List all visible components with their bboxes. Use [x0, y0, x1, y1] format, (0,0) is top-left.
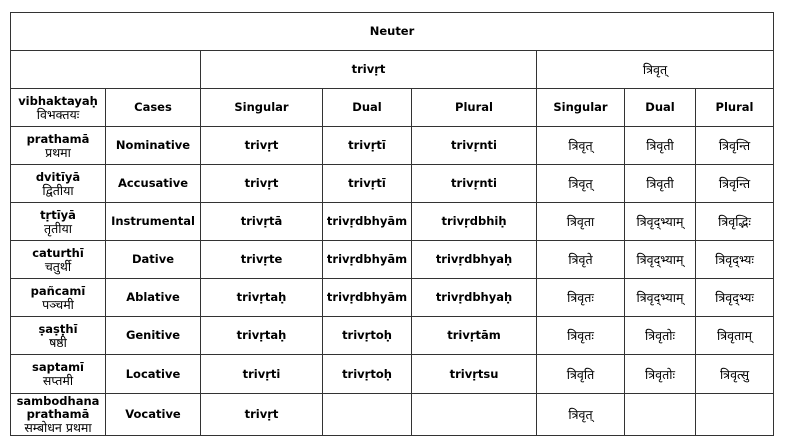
table-row	[11, 317, 774, 355]
devanagari-plural: त्रिवृताम्	[696, 317, 774, 355]
devanagari-dual: त्रिवृद्भ्याम्	[625, 203, 696, 241]
latin-singular: trivṛt	[201, 127, 323, 165]
empty-group-cell	[11, 51, 201, 89]
latin-singular: trivṛtaḥ	[201, 317, 323, 355]
devanagari-plural: त्रिवृन्ति	[696, 127, 774, 165]
vibhakti-name-devanagari: सप्तमी	[42, 373, 74, 388]
header-vibhaktayah-latin: vibhaktayaḥ	[18, 93, 98, 108]
vibhakti-name-cell	[11, 355, 106, 394]
vibhakti-name-latin: sambodhana	[16, 394, 100, 408]
devanagari-singular: त्रिवृत्	[537, 127, 625, 165]
vibhakti-name-latin: saptamī	[31, 360, 85, 374]
header-vibhaktayah	[11, 89, 106, 127]
latin-plural: trivṛtām	[412, 317, 537, 355]
group-latin: trivṛt	[201, 51, 537, 89]
devanagari-singular: त्रिवृत्	[537, 394, 625, 436]
latin-dual: trivṛdbhyām	[323, 241, 412, 279]
vibhakti-name-cell	[11, 127, 106, 165]
vibhakti-name-cell	[11, 203, 106, 241]
devanagari-plural: त्रिवृद्भ्यः	[696, 279, 774, 317]
latin-singular: trivṛti	[201, 355, 323, 394]
case-name: Vocative	[106, 394, 201, 436]
devanagari-singular: त्रिवृतः	[537, 317, 625, 355]
table-title: Neuter	[11, 13, 774, 51]
header-dual-latin: Dual	[323, 89, 412, 127]
group-row	[11, 51, 774, 89]
latin-plural: trivṛdbhyaḥ	[412, 279, 537, 317]
latin-plural: trivṛdbhiḥ	[412, 203, 537, 241]
devanagari-dual: त्रिवृती	[625, 127, 696, 165]
latin-singular: trivṛt	[201, 394, 323, 436]
latin-singular: trivṛtaḥ	[201, 279, 323, 317]
devanagari-dual: त्रिवृती	[625, 165, 696, 203]
vibhakti-name-devanagari: पञ्चमी	[42, 296, 74, 312]
case-name: Nominative	[106, 127, 201, 165]
declension-table	[10, 12, 774, 436]
devanagari-singular: त्रिवृतः	[537, 279, 625, 317]
case-name: Accusative	[106, 165, 201, 203]
vibhakti-name-cell	[11, 165, 106, 203]
vibhakti-name-devanagari: प्रथमा	[45, 144, 71, 160]
latin-singular: trivṛt	[201, 165, 323, 203]
latin-dual: trivṛtī	[323, 127, 412, 165]
devanagari-dual: त्रिवृतोः	[625, 317, 696, 355]
vibhakti-name-cell	[11, 317, 106, 355]
case-rows	[11, 127, 774, 436]
devanagari-plural: त्रिवृद्भ्यः	[696, 241, 774, 279]
devanagari-singular: त्रिवृते	[537, 241, 625, 279]
devanagari-dual: त्रिवृद्भ्याम्	[625, 241, 696, 279]
latin-dual	[323, 394, 412, 436]
header-dual-devanagari: Dual	[625, 89, 696, 127]
devanagari-singular: त्रिवृति	[537, 355, 625, 394]
vibhakti-name-latin: caturthī	[32, 245, 84, 260]
vibhakti-name-devanagari: षष्ठी	[49, 334, 67, 350]
latin-plural: trivṛtsu	[412, 355, 537, 394]
latin-dual: trivṛdbhyām	[323, 279, 412, 317]
case-name: Dative	[106, 241, 201, 279]
devanagari-singular: त्रिवृता	[537, 203, 625, 241]
case-name: Ablative	[106, 279, 201, 317]
table-row	[11, 165, 774, 203]
devanagari-dual: त्रिवृद्भ्याम्	[625, 279, 696, 317]
vibhakti-name-cell	[11, 279, 106, 317]
case-name: Instrumental	[106, 203, 201, 241]
table-row	[11, 394, 774, 436]
latin-plural	[412, 394, 537, 436]
latin-singular: trivṛtā	[201, 203, 323, 241]
vibhakti-name-cell	[11, 394, 106, 436]
latin-dual: trivṛtī	[323, 165, 412, 203]
devanagari-singular: त्रिवृत्	[537, 165, 625, 203]
vibhakti-name-devanagari: द्वितीया	[42, 182, 74, 198]
vibhakti-name-latin: pañcamī	[30, 283, 86, 298]
vibhakti-name-cell	[11, 241, 106, 279]
case-name: Locative	[106, 355, 201, 394]
header-singular-latin: Singular	[201, 89, 323, 127]
table-row	[11, 355, 774, 394]
devanagari-dual: त्रिवृतोः	[625, 355, 696, 394]
header-plural-devanagari: Plural	[696, 89, 774, 127]
devanagari-plural: त्रिवृत्सु	[696, 355, 774, 394]
group-devanagari: त्रिवृत्	[537, 51, 774, 89]
header-singular-devanagari: Singular	[537, 89, 625, 127]
latin-dual: trivṛtoḥ	[323, 355, 412, 394]
vibhakti-name-latin-2: prathamā	[26, 407, 90, 421]
table-row	[11, 127, 774, 165]
table-row	[11, 279, 774, 317]
latin-plural: trivṛnti	[412, 127, 537, 165]
devanagari-plural: त्रिवृद्भिः	[696, 203, 774, 241]
header-plural-latin: Plural	[412, 89, 537, 127]
title-row	[11, 13, 774, 51]
table-row	[11, 241, 774, 279]
devanagari-plural	[696, 394, 774, 436]
devanagari-plural: त्रिवृन्ति	[696, 165, 774, 203]
vibhakti-name-latin: dvitīyā	[35, 169, 81, 184]
vibhakti-name-latin: ṣaṣṭhī	[38, 321, 78, 336]
vibhakti-name-devanagari: चतुर्थी	[44, 258, 72, 274]
vibhakti-name-latin: tṛtīyā	[40, 207, 76, 222]
case-name: Genitive	[106, 317, 201, 355]
header-cases: Cases	[106, 89, 201, 127]
latin-dual: trivṛdbhyām	[323, 203, 412, 241]
latin-plural: trivṛdbhyaḥ	[412, 241, 537, 279]
header-row	[11, 89, 774, 127]
vibhakti-name-devanagari: सम्बोधन प्रथमा	[24, 420, 92, 435]
devanagari-dual	[625, 394, 696, 436]
latin-plural: trivṛnti	[412, 165, 537, 203]
header-vibhaktayah-devanagari: विभक्तयः	[36, 106, 80, 122]
vibhakti-name-devanagari: तृतीया	[44, 220, 72, 236]
latin-singular: trivṛte	[201, 241, 323, 279]
table-row	[11, 203, 774, 241]
latin-dual: trivṛtoḥ	[323, 317, 412, 355]
vibhakti-name-latin: prathamā	[26, 131, 90, 146]
